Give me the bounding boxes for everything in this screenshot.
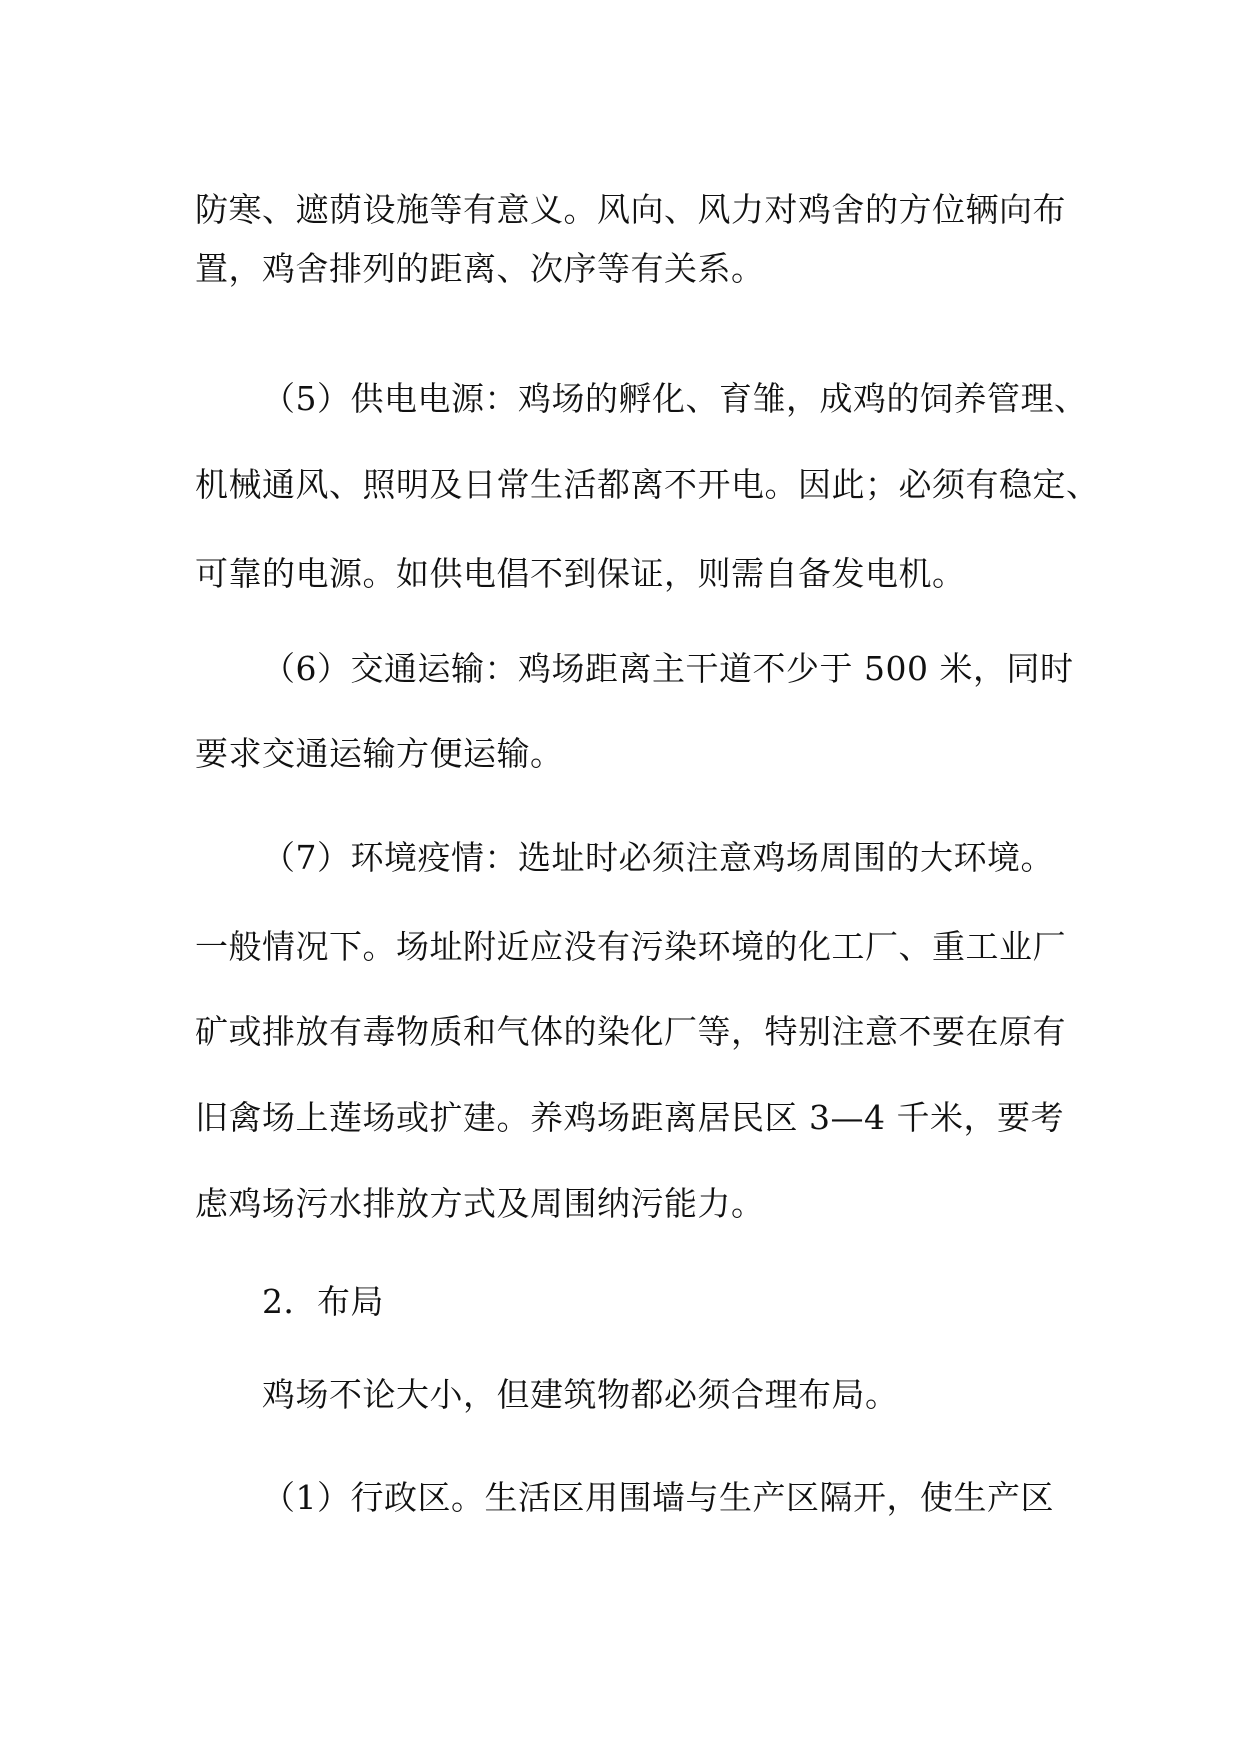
paragraph-line: 机械通风、照明及日常生活都离不开电。因此；必须有稳定、 — [195, 465, 1100, 504]
section-heading: 2．布局 — [262, 1282, 384, 1321]
paragraph-line: （1）行政区。生活区用围墙与生产区隔开，使生产区 — [262, 1478, 1054, 1517]
paragraph-line: 防寒、遮荫设施等有意义。风向、风力对鸡舍的方位辆向布 — [195, 190, 1066, 229]
paragraph-line: 鸡场不论大小，但建筑物都必须合理布局。 — [262, 1375, 899, 1414]
paragraph-line: 置，鸡舍排列的距离、次序等有关系。 — [195, 249, 765, 288]
paragraph-line: （7）环境疫情：选址时必须注意鸡场周围的大环境。 — [262, 838, 1054, 877]
paragraph-line: 虑鸡场污水排放方式及周围纳污能力。 — [195, 1184, 765, 1223]
paragraph-line: 一般情况下。场址附近应没有污染环境的化工厂、重工业厂 — [195, 927, 1066, 966]
paragraph-line: 可靠的电源。如供电倡不到保证，则需自备发电机。 — [195, 554, 966, 593]
paragraph-line: 矿或排放有毒物质和气体的染化厂等，特别注意不要在原有 — [195, 1012, 1066, 1051]
paragraph-line: （5）供电电源：鸡场的孵化、育雏，成鸡的饲养管理、 — [262, 379, 1088, 418]
paragraph-line: （6）交通运输：鸡场距离主干道不少于 500 米，同时 — [262, 649, 1074, 688]
paragraph-line: 要求交通运输方便运输。 — [195, 734, 564, 773]
paragraph-line: 旧禽场上莲场或扩建。养鸡场距离居民区 3—4 千米，要考 — [195, 1098, 1064, 1137]
